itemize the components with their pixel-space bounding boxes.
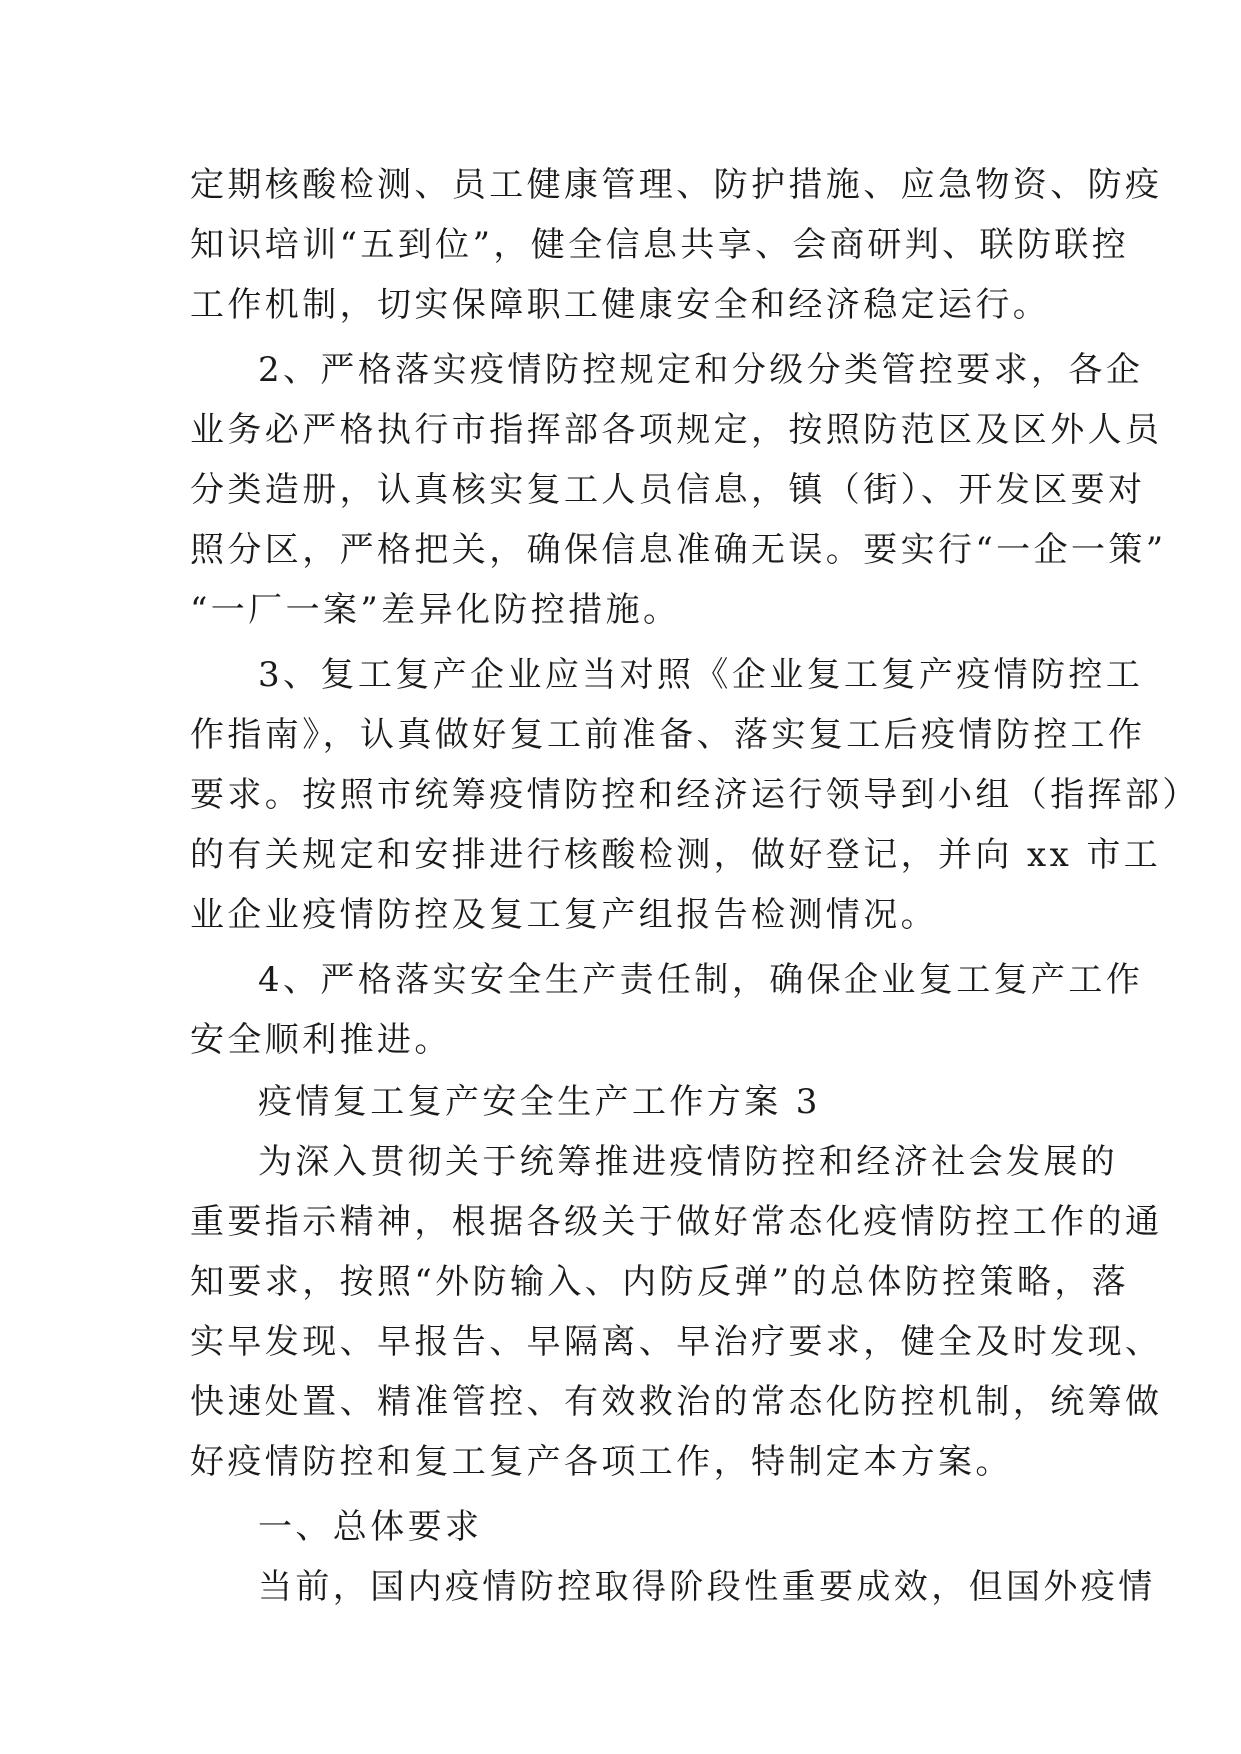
text-line: “一厂一案”差异化防控措施。 bbox=[190, 590, 681, 630]
text-line: 业务必严格执行市指挥部各项规定，按照防范区及区外人员 bbox=[190, 410, 1163, 450]
text-line: 实早发现、早报告、早隔离、早治疗要求，健全及时发现、 bbox=[190, 1322, 1163, 1362]
text-line: 知识培训“五到位”，健全信息共享、会商研判、联防联控 bbox=[190, 225, 1130, 265]
text-line: 业企业疫情防控及复工复产组报告检测情况。 bbox=[190, 895, 938, 935]
text-line: 3、复工复产企业应当对照《企业复工复产疫情防控工 bbox=[258, 655, 1144, 695]
text-line: 定期核酸检测、员工健康管理、防护措施、应急物资、防疫 bbox=[190, 165, 1163, 205]
text-line: 2、严格落实疫情防控规定和分级分类管控要求，各企 bbox=[258, 350, 1144, 390]
text-line: 当前，国内疫情防控取得阶段性重要成效，但国外疫情 bbox=[258, 1567, 1156, 1607]
text-line: 为深入贯彻关于统筹推进疫情防控和经济社会发展的 bbox=[258, 1142, 1119, 1182]
text-line: 分类造册，认真核实复工人员信息，镇（街）、开发区要对 bbox=[190, 470, 1146, 510]
section-heading: 疫情复工复产安全生产工作方案 3 bbox=[258, 1082, 821, 1122]
text-line: 好疫情防控和复工复产各项工作，特制定本方案。 bbox=[190, 1442, 1013, 1482]
text-line: 快速处置、精准管控、有效救治的常态化防控机制，统筹做 bbox=[190, 1382, 1163, 1422]
section-heading: 一、总体要求 bbox=[258, 1507, 483, 1547]
text-line: 照分区，严格把关，确保信息准确无误。要实行“一企一策” bbox=[190, 530, 1167, 570]
text-line: 重要指示精神，根据各级关于做好常态化疫情防控工作的通 bbox=[190, 1202, 1163, 1242]
text-line: 安全顺利推进。 bbox=[190, 1020, 452, 1060]
text-line: 知要求，按照“外防输入、内防反弹”的总体防控策略，落 bbox=[190, 1262, 1130, 1302]
text-line: 的有关规定和安排进行核酸检测，做好登记，并向 xx 市工 bbox=[190, 835, 1162, 875]
text-line: 要求。按照市统筹疫情防控和经济运行领导到小组（指挥部） bbox=[190, 775, 1200, 815]
text-line: 作指南》，认真做好复工前准备、落实复工后疫情防控工作 bbox=[190, 715, 1146, 755]
text-line: 4、严格落实安全生产责任制，确保企业复工复产工作 bbox=[258, 960, 1144, 1000]
text-line: 工作机制，切实保障职工健康安全和经济稳定运行。 bbox=[190, 285, 1051, 325]
